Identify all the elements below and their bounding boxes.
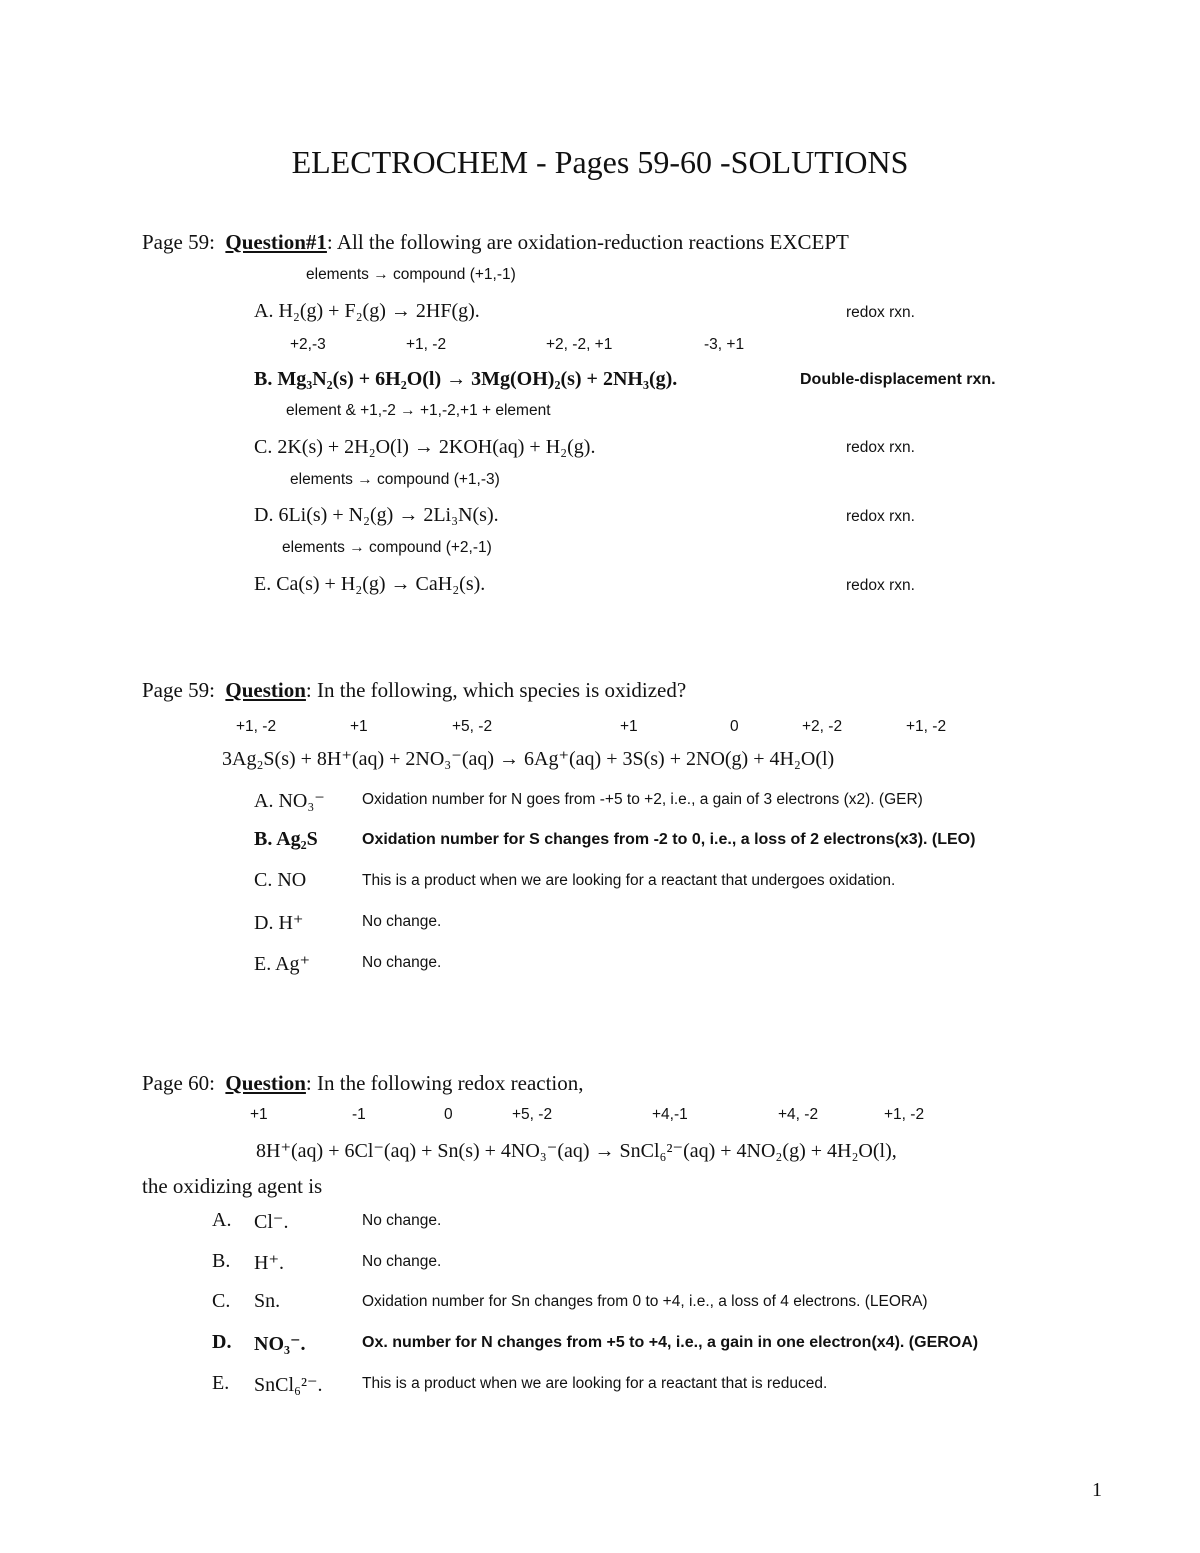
- ox-number: +1, -2: [236, 718, 277, 735]
- page-ref: Page 59:: [142, 230, 215, 254]
- note-e: elements → compound (+2,-1): [282, 539, 492, 556]
- question-1-header: [142, 230, 849, 255]
- note-c: element & +1,-2 → +1,-2,+1 + element: [286, 402, 551, 419]
- page-ref: Page 60:: [142, 1071, 215, 1095]
- note-d: elements → compound (+1,-3): [290, 471, 500, 488]
- choice-explanation: No change.: [362, 1212, 442, 1229]
- page-ref: Page 59:: [142, 678, 215, 702]
- page-number: 1: [1092, 1479, 1102, 1501]
- ox-number: +4, -2: [778, 1106, 819, 1123]
- ox-number: +1: [350, 718, 368, 735]
- choice-species-answer: NO₃⁻.: [254, 1333, 306, 1355]
- note-a: elements → compound (+1,-1): [306, 266, 516, 283]
- choice-explanation: Oxidation number for Sn changes from 0 to +4, i.e., a loss of 4 electrons. (LEORA): [362, 1293, 928, 1310]
- choice-species: H⁺.: [254, 1252, 284, 1274]
- ox-number: +5, -2: [452, 718, 493, 735]
- choice-explanation: No change.: [362, 954, 442, 971]
- choice-explanation: This is a product when we are looking for a reactant that is reduced.: [362, 1375, 828, 1392]
- result-b: Double-displacement rxn.: [800, 371, 996, 388]
- ox-number: +4,-1: [652, 1106, 688, 1123]
- choice-explanation-answer: Ox. number for N changes from +5 to +4, i.e., a gain in one electron(x4). (GEROA): [362, 1334, 979, 1351]
- choice-explanation: This is a product when we are looking for a reactant that undergoes oxidation.: [362, 872, 896, 889]
- followup-text: the oxidizing agent is: [142, 1174, 323, 1198]
- choice-letter: A.: [212, 1209, 232, 1231]
- ox-number: +1, -2: [906, 718, 947, 735]
- question-label: Question: [225, 1071, 306, 1095]
- question-prompt: : In the following redox reaction,: [305, 1071, 584, 1095]
- ox-number: -1: [352, 1106, 366, 1123]
- choice-b-answer: B. Mg₃N₂(s) + 6H₂O(l) → 3Mg(OH)₂(s) + 2NH₃(g).: [254, 368, 678, 390]
- ox-number: +1: [620, 718, 638, 735]
- ox-number: 0: [444, 1106, 453, 1123]
- choice-a: A. H₂(g) + F₂(g) → 2HF(g).: [254, 300, 480, 322]
- ox-number: +2,-3: [290, 336, 326, 353]
- question-label: Question#1: [225, 230, 327, 254]
- ox-number: +2, -2: [802, 718, 843, 735]
- choice-species: SnCl₆²⁻.: [254, 1374, 323, 1396]
- choice-species: Sn.: [254, 1290, 281, 1312]
- choice-letter: E.: [212, 1372, 230, 1394]
- question-prompt: : In the following, which species is oxidized?: [305, 678, 687, 702]
- choice-explanation: Oxidation number for N goes from -+5 to +2, i.e., a gain of 3 electrons (x2). (GER): [362, 791, 923, 808]
- choice-letter-answer: D.: [212, 1331, 232, 1353]
- equation: 8H⁺(aq) + 6Cl⁻(aq) + Sn(s) + 4NO₃⁻(aq) → SnCl₆²⁻(aq) + 4NO₂(g) + 4H₂O(l),: [256, 1140, 897, 1162]
- choice-label: A. NO₃⁻: [254, 790, 325, 812]
- choice-label: D. H⁺: [254, 912, 304, 934]
- ox-number: +1, -2: [884, 1106, 925, 1123]
- choice-species: Cl⁻.: [254, 1211, 289, 1233]
- result-d: redox rxn.: [846, 508, 915, 525]
- ox-number: +1: [250, 1106, 268, 1123]
- choice-e: E. Ca(s) + H₂(g) → CaH₂(s).: [254, 573, 486, 595]
- page-title: ELECTROCHEM - Pages 59-60 -SOLUTIONS: [291, 144, 909, 180]
- choice-explanation: No change.: [362, 1253, 442, 1270]
- choice-label-answer: B. Ag₂S: [254, 828, 318, 850]
- result-e: redox rxn.: [846, 577, 915, 594]
- ox-number: 0: [730, 718, 739, 735]
- result-a: redox rxn.: [846, 304, 915, 321]
- ox-number: -3, +1: [704, 336, 745, 353]
- choice-label: C. NO: [254, 869, 307, 891]
- result-c: redox rxn.: [846, 439, 915, 456]
- choice-label: E. Ag⁺: [254, 953, 311, 975]
- ox-number: +5, -2: [512, 1106, 553, 1123]
- choice-c: C. 2K(s) + 2H₂O(l) → 2KOH(aq) + H₂(g).: [254, 436, 596, 458]
- question-2-header: [142, 678, 686, 703]
- choice-explanation-answer: Oxidation number for S changes from -2 to 0, i.e., a loss of 2 electrons(x3). (LEO): [362, 831, 976, 848]
- choice-letter: B.: [212, 1250, 231, 1272]
- choice-explanation: No change.: [362, 913, 442, 930]
- question-prompt: : All the following are oxidation-reduction reactions EXCEPT: [326, 230, 849, 254]
- question-label: Question: [225, 678, 306, 702]
- ox-number: +2, -2, +1: [546, 336, 613, 353]
- choice-d: D. 6Li(s) + N₂(g) → 2Li₃N(s).: [254, 504, 499, 526]
- question-3-header: [142, 1071, 584, 1096]
- choice-letter: C.: [212, 1290, 231, 1312]
- equation: 3Ag₂S(s) + 8H⁺(aq) + 2NO₃⁻(aq) → 6Ag⁺(aq) + 3S(s) + 2NO(g) + 4H₂O(l): [222, 748, 835, 770]
- ox-number: +1, -2: [406, 336, 447, 353]
